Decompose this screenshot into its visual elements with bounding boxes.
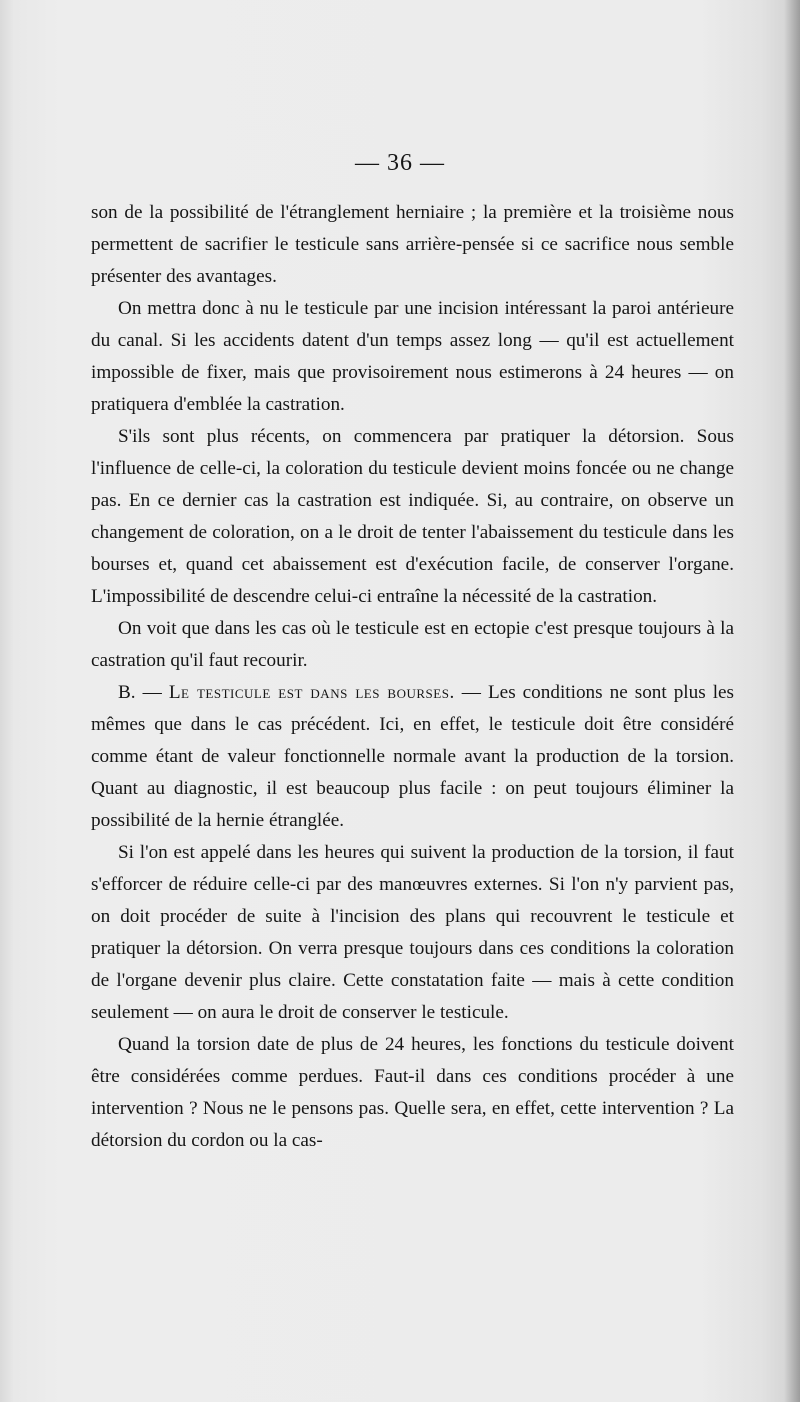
paragraph-1: son de la possibilité de l'étranglement herniaire ; la première et la troisième nous permettent de sacrifier le testicule sans arrière-pensée si ce sacrifice nous semble présenter des avantages. bbox=[91, 202, 734, 287]
paragraph-5 bbox=[91, 677, 734, 837]
body-text bbox=[91, 197, 734, 1157]
paragraph-4: On voit que dans les cas où le testicule est en ectopie c'est presque toujours à la castration qu'il faut recourir. bbox=[91, 618, 734, 671]
paragraph-5-text: — Les conditions ne sont plus les mêmes que dans le cas précédent. Ici, en effet, le testicule doit être considéré comme étant de valeur fonctionnelle normale avant la production de la torsion. Quant au diagnostic, il est beaucoup plus facile : on peut toujours éliminer la possibilité de la hernie étranglée. bbox=[91, 682, 735, 831]
page-number: — 36 — bbox=[355, 150, 445, 176]
paragraph-6: Si l'on est appelé dans les heures qui suivent la production de la torsion, il faut s'efforcer de réduire celle-ci par des manœuvres externes. Si l'on n'y parvient pas, on doit procéder de suite à l'incision des plans qui recouvrent le testicule et pratiquer la détorsion. On verra presque toujours dans ces conditions la coloration de l'organe devenir plus claire. Cette constatation faite — mais à cette condition seulement — on aura le droit de conserver le testicule. bbox=[91, 842, 734, 1023]
paragraph-3: S'ils sont plus récents, on commencera par pratiquer la détorsion. Sous l'influence de celle-ci, la coloration du testicule devient moins foncée ou ne change pas. En ce dernier cas la castration est indiquée. Si, au contraire, on observe un changement de coloration, on a le droit de tenter l'abaissement du testicule dans les bourses et, quand cet abaissement est d'exécution facile, de conserver l'organe. L'impossibilité de descendre celui-ci entraîne la nécessité de la castration. bbox=[91, 426, 734, 607]
paragraph-2: On mettra donc à nu le testicule par une incision intéressant la paroi antérieure du canal. Si les accidents datent d'un temps assez long — qu'il est actuellement impossible de fixer, mais que provisoirement nous estimerons à 24 heures — on pratiquera d'emblée la castration. bbox=[91, 298, 734, 415]
section-label: B. — bbox=[118, 682, 162, 703]
page-edge-shadow bbox=[784, 0, 800, 1402]
paragraph-7: Quand la torsion date de plus de 24 heures, les fonctions du testicule doivent être considérées comme perdues. Faut-il dans ces conditions procéder à une intervention ? Nous ne le pensons pas. Quelle sera, en effet, cette intervention ? La détorsion du cordon ou la cas- bbox=[91, 1034, 734, 1151]
section-heading: Le testicule est dans les bourses. bbox=[168, 682, 455, 703]
